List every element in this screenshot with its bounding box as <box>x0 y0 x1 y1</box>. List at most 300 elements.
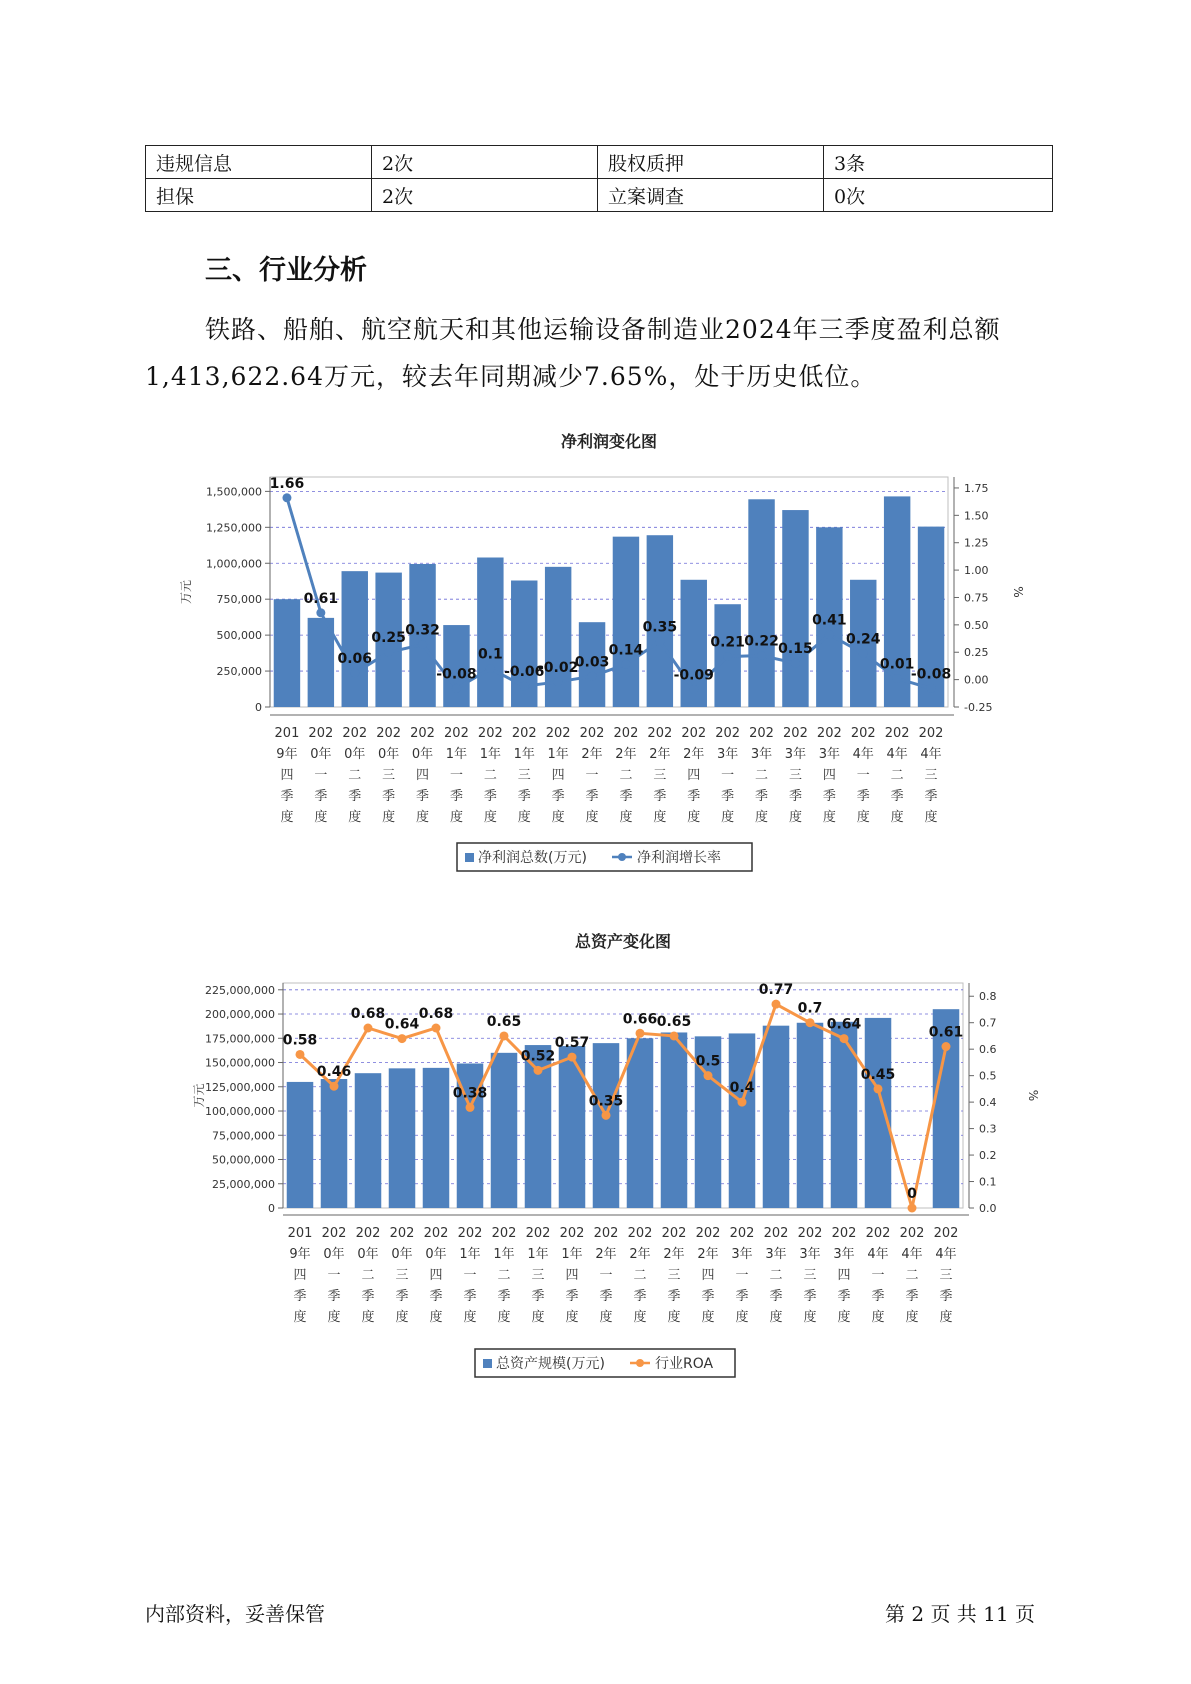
total-assets-chart <box>0 925 1191 1385</box>
line-point <box>316 608 325 617</box>
data-label: 0.68 <box>350 1006 386 1022</box>
data-label: 0.1 <box>477 646 503 663</box>
y-tick-label: 1,000,000 <box>206 557 262 571</box>
y2-tick-label: 0.5 <box>979 1069 997 1083</box>
x-tick-label: 一 <box>871 1268 885 1283</box>
x-tick-label: 季 <box>871 1289 885 1304</box>
x-tick-label: 201 <box>274 726 300 741</box>
legend-line-marker <box>636 1359 644 1367</box>
data-label: 0.68 <box>418 1006 454 1022</box>
line-point <box>398 1034 407 1043</box>
x-tick-label: 2年 <box>629 1247 651 1262</box>
data-label: 0.41 <box>812 612 847 629</box>
x-tick-label: 季 <box>653 789 667 804</box>
bar <box>661 1032 688 1208</box>
line-point <box>772 1000 781 1009</box>
y-axis-label: 万元 <box>179 579 193 605</box>
x-tick-label: 0年 <box>310 747 332 762</box>
data-label: 0.01 <box>879 656 915 673</box>
line-point <box>670 1031 679 1040</box>
line-point <box>840 1034 849 1043</box>
x-tick-label: 二 <box>348 768 362 783</box>
x-tick-label: 四 <box>822 768 836 783</box>
x-tick-label: 202 <box>491 1226 517 1241</box>
line-point <box>500 1031 509 1040</box>
line-point <box>296 1050 305 1059</box>
line-point <box>806 1018 815 1027</box>
x-tick-label: 202 <box>593 1226 619 1241</box>
bar <box>355 1073 382 1208</box>
x-tick-label: 二 <box>905 1268 919 1283</box>
y2-tick-label: 0.8 <box>979 990 997 1004</box>
x-tick-label: 202 <box>355 1226 381 1241</box>
data-label: 0.21 <box>710 634 745 651</box>
x-tick-label: 1年 <box>527 1247 549 1262</box>
x-tick-label: 季 <box>416 789 430 804</box>
line-point <box>432 1024 441 1033</box>
x-tick-label: 季 <box>382 789 396 804</box>
y-tick-label: 1,250,000 <box>206 521 262 535</box>
x-tick-label: 三 <box>382 768 396 783</box>
x-tick-label: 度 <box>890 810 904 825</box>
y2-tick-label: -0.25 <box>964 701 993 714</box>
x-tick-label: 3年 <box>731 1247 753 1262</box>
x-tick-label: 202 <box>613 726 639 741</box>
data-label: 0.38 <box>452 1085 488 1102</box>
x-tick-label: 季 <box>701 1289 715 1304</box>
x-tick-label: 季 <box>314 789 328 804</box>
y2-tick-label: 0.75 <box>964 591 989 605</box>
x-tick-label: 四 <box>837 1268 851 1283</box>
x-tick-label: 二 <box>890 768 904 783</box>
bar <box>342 571 368 707</box>
x-tick-label: 202 <box>423 1226 449 1241</box>
x-tick-label: 三 <box>531 1268 545 1283</box>
data-label: 1.66 <box>269 475 305 492</box>
x-tick-label: 202 <box>865 1226 891 1241</box>
line-point <box>554 677 563 686</box>
line-point <box>738 1098 747 1107</box>
x-tick-label: 3年 <box>818 747 840 762</box>
x-tick-label: 季 <box>687 789 701 804</box>
x-tick-label: 202 <box>457 1226 483 1241</box>
x-tick-label: 202 <box>831 1226 857 1241</box>
y2-tick-label: 1.50 <box>964 509 989 523</box>
line-point <box>942 1042 951 1051</box>
x-tick-label: 0年 <box>391 1247 413 1262</box>
bar <box>593 1043 620 1208</box>
x-tick-label: 202 <box>376 726 402 741</box>
data-label: 0.61 <box>303 590 339 607</box>
data-label: 0 <box>907 1186 917 1202</box>
data-label: -0.02 <box>537 659 579 676</box>
y-tick-label: 500,000 <box>216 629 262 643</box>
x-tick-label: 1年 <box>479 747 501 762</box>
line-point <box>330 1082 339 1091</box>
x-tick-label: 度 <box>382 810 396 825</box>
x-tick-label: 202 <box>816 726 842 741</box>
x-tick-label: 季 <box>449 789 463 804</box>
line-point <box>418 640 427 649</box>
legend-line-marker <box>618 853 626 861</box>
x-tick-label: 季 <box>395 1289 409 1304</box>
line-point <box>350 669 359 678</box>
x-tick-label: 202 <box>579 726 605 741</box>
bar <box>477 558 503 708</box>
x-tick-label: 度 <box>871 1310 885 1325</box>
x-tick-label: 一 <box>314 768 328 783</box>
x-tick-label: 季 <box>837 1289 851 1304</box>
x-tick-label: 季 <box>599 1289 613 1304</box>
line-point <box>859 649 868 658</box>
x-tick-label: 度 <box>314 810 328 825</box>
data-label: 0.14 <box>608 642 644 659</box>
x-tick-label: 202 <box>850 726 876 741</box>
x-tick-label: 4年 <box>935 1247 957 1262</box>
x-tick-label: 二 <box>769 1268 783 1283</box>
x-tick-label: 0年 <box>411 747 434 762</box>
x-tick-label: 三 <box>653 768 667 783</box>
bar <box>782 510 808 707</box>
x-tick-label: 202 <box>661 1226 687 1241</box>
x-tick-label: 202 <box>681 726 707 741</box>
x-tick-label: 2年 <box>595 1247 617 1262</box>
x-tick-label: 季 <box>293 1289 307 1304</box>
x-tick-label: 2年 <box>615 747 637 762</box>
x-tick-label: 度 <box>348 810 362 825</box>
x-tick-label: 一 <box>599 1268 613 1283</box>
data-label: 0.06 <box>337 651 373 668</box>
x-tick-label: 季 <box>280 789 294 804</box>
legend-label: 总资产规模(万元) <box>496 1356 605 1372</box>
x-tick-label: 度 <box>449 810 463 825</box>
x-tick-label: 度 <box>395 1310 409 1325</box>
body-paragraph: 铁路、船舶、航空航天和其他运输设备制造业2024年三季度盈利总额1,413,622.64万元，较去年同期减少7.65%，处于历史低位。 <box>145 315 1001 391</box>
x-tick-label: 1年 <box>459 1247 481 1262</box>
x-tick-label: 度 <box>701 1310 715 1325</box>
x-tick-label: 一 <box>735 1268 749 1283</box>
data-label: 0.64 <box>384 1016 420 1033</box>
x-tick-label: 202 <box>477 726 503 741</box>
data-label: 0.46 <box>316 1064 352 1081</box>
x-tick-label: 度 <box>667 1310 681 1325</box>
x-tick-label: 度 <box>905 1310 919 1325</box>
legend <box>475 1349 735 1377</box>
x-tick-label: 202 <box>559 1226 585 1241</box>
line-point <box>689 685 698 694</box>
x-tick-label: 一 <box>721 768 735 783</box>
x-tick-label: 度 <box>463 1310 477 1325</box>
bar <box>274 599 300 707</box>
page-number: 第 2 页 共 11 页 <box>885 1602 1035 1626</box>
x-tick-label: 202 <box>797 1226 823 1241</box>
table-cell: 2次 <box>372 146 598 179</box>
data-label: -0.08 <box>910 666 952 683</box>
x-tick-label: 3年 <box>799 1247 821 1262</box>
x-tick-label: 202 <box>444 726 469 741</box>
x-tick-label: 季 <box>463 1289 477 1304</box>
line-point <box>621 660 630 669</box>
bar <box>797 1023 824 1208</box>
bar <box>287 1082 314 1208</box>
y-tick-label: 225,000,000 <box>205 983 275 997</box>
x-tick-label: 度 <box>327 1310 341 1325</box>
x-tick-label: 四 <box>701 1268 715 1283</box>
line-point <box>636 1029 645 1038</box>
x-tick-label: 3年 <box>833 1247 855 1262</box>
chart-title: 净利润变化图 <box>560 432 658 451</box>
bar <box>763 1026 790 1208</box>
data-label: -0.09 <box>673 667 714 684</box>
x-tick-label: 202 <box>627 1226 653 1241</box>
x-tick-label: 季 <box>633 1289 647 1304</box>
x-tick-label: 度 <box>653 810 667 825</box>
x-tick-label: 度 <box>565 1310 579 1325</box>
y2-tick-label: 0.00 <box>964 673 989 687</box>
x-tick-label: 四 <box>565 1268 579 1283</box>
data-label: 0.65 <box>656 1013 692 1030</box>
bar <box>627 1038 654 1208</box>
x-tick-label: 202 <box>321 1226 347 1241</box>
legend-label: 净利润增长率 <box>637 850 721 866</box>
x-tick-label: 季 <box>565 1289 579 1304</box>
table-cell: 立案调查 <box>598 179 824 212</box>
y-tick-label: 250,000 <box>216 665 262 679</box>
x-tick-label: 2年 <box>663 1247 685 1262</box>
x-tick-label: 度 <box>856 810 870 825</box>
data-label: 0.64 <box>826 1016 862 1033</box>
x-tick-label: 季 <box>429 1289 443 1304</box>
x-tick-label: 202 <box>933 1226 959 1241</box>
x-tick-label: 季 <box>822 789 836 804</box>
y-tick-label: 0 <box>268 1202 275 1215</box>
y2-axis-label: % <box>1011 586 1025 598</box>
x-tick-label: 季 <box>327 1289 341 1304</box>
bar <box>491 1053 518 1208</box>
y-tick-label: 50,000,000 <box>212 1153 275 1167</box>
y-tick-label: 150,000,000 <box>205 1056 275 1070</box>
y2-tick-label: 0.25 <box>964 646 989 660</box>
x-tick-label: 0年 <box>425 1247 447 1262</box>
x-tick-label: 四 <box>551 768 565 783</box>
x-tick-label: 度 <box>721 810 735 825</box>
x-tick-label: 度 <box>497 1310 511 1325</box>
line-point <box>384 648 393 657</box>
line-point <box>825 630 834 639</box>
line-point <box>757 651 766 660</box>
table-row <box>146 179 1053 212</box>
x-tick-label: 度 <box>361 1310 375 1325</box>
bar <box>748 499 774 707</box>
x-tick-label: 201 <box>287 1226 313 1241</box>
y-tick-label: 75,000,000 <box>212 1129 275 1143</box>
x-tick-label: 1年 <box>493 1247 515 1262</box>
x-tick-label: 3年 <box>784 747 807 762</box>
line-point <box>791 659 800 668</box>
y2-tick-label: 0.7 <box>979 1016 997 1030</box>
x-tick-label: 二 <box>497 1268 511 1283</box>
x-tick-label: 三 <box>803 1268 817 1283</box>
legend-label: 净利润总数(万元) <box>478 850 587 866</box>
x-tick-label: 季 <box>531 1289 545 1304</box>
x-tick-label: 三 <box>395 1268 409 1283</box>
line-point <box>466 1103 475 1112</box>
line-point <box>364 1024 373 1033</box>
data-label: 0.5 <box>695 1053 721 1070</box>
x-tick-label: 度 <box>822 810 836 825</box>
line-point <box>723 652 732 661</box>
x-tick-label: 2年 <box>581 747 603 762</box>
data-label: 0.25 <box>371 630 406 647</box>
table-cell: 3条 <box>824 146 1053 179</box>
x-tick-label: 0年 <box>357 1247 379 1262</box>
chart-title: 总资产变化图 <box>574 932 672 951</box>
x-tick-label: 季 <box>788 789 802 804</box>
line-point <box>282 493 291 502</box>
table-cell: 0次 <box>824 179 1053 212</box>
y-tick-label: 0 <box>255 701 262 714</box>
x-tick-label: 季 <box>924 789 938 804</box>
y-tick-label: 200,000,000 <box>205 1008 275 1022</box>
x-tick-label: 度 <box>416 810 430 825</box>
x-tick-label: 202 <box>389 1226 415 1241</box>
x-tick-label: 度 <box>803 1310 817 1325</box>
line-point <box>874 1084 883 1093</box>
x-tick-label: 202 <box>308 726 334 741</box>
x-tick-label: 一 <box>585 768 599 783</box>
y2-tick-label: 0.1 <box>979 1175 997 1189</box>
x-tick-label: 四 <box>293 1268 307 1283</box>
bar <box>613 537 639 707</box>
x-tick-label: 季 <box>483 789 497 804</box>
x-tick-label: 三 <box>939 1268 953 1283</box>
x-tick-label: 度 <box>619 810 633 825</box>
y-tick-label: 175,000,000 <box>205 1032 275 1046</box>
x-tick-label: 4年 <box>920 747 942 762</box>
y-tick-label: 100,000,000 <box>205 1105 275 1119</box>
x-tick-label: 202 <box>545 726 571 741</box>
data-label: 0.61 <box>928 1024 964 1041</box>
bar <box>321 1079 348 1208</box>
x-tick-label: 度 <box>280 810 294 825</box>
info-table <box>145 145 1053 212</box>
x-tick-label: 3年 <box>765 1247 787 1262</box>
x-tick-label: 一 <box>856 768 870 783</box>
line-point <box>908 1204 917 1213</box>
y2-tick-label: 0.3 <box>979 1122 997 1136</box>
x-tick-label: 度 <box>517 810 531 825</box>
x-tick-label: 4年 <box>867 1247 889 1262</box>
x-tick-label: 9年 <box>276 747 298 762</box>
line-point <box>927 684 936 693</box>
line-point <box>568 1053 577 1062</box>
data-label: 0.66 <box>622 1011 658 1028</box>
x-tick-label: 季 <box>939 1289 953 1304</box>
table-row <box>146 146 1053 179</box>
data-label: 0.52 <box>520 1048 556 1065</box>
x-tick-label: 3年 <box>717 747 739 762</box>
x-tick-label: 4年 <box>852 747 874 762</box>
x-tick-label: 二 <box>755 768 769 783</box>
x-tick-label: 季 <box>803 1289 817 1304</box>
x-tick-label: 2年 <box>649 747 671 762</box>
x-tick-label: 度 <box>924 810 938 825</box>
x-tick-label: 202 <box>899 1226 925 1241</box>
data-label: 0.35 <box>588 1093 624 1110</box>
x-tick-label: 2年 <box>697 1247 719 1262</box>
net-profit-chart <box>0 425 1191 880</box>
x-tick-label: 4年 <box>901 1247 923 1262</box>
x-tick-label: 度 <box>788 810 802 825</box>
x-tick-label: 季 <box>769 1289 783 1304</box>
data-label: 0.4 <box>729 1080 755 1097</box>
x-tick-label: 202 <box>342 726 368 741</box>
x-tick-label: 202 <box>763 1226 789 1241</box>
y2-tick-label: 0.6 <box>979 1043 997 1057</box>
data-label: 0.58 <box>282 1032 318 1049</box>
data-label: 0.24 <box>845 631 881 648</box>
data-label: 0.65 <box>486 1013 522 1030</box>
x-tick-label: 度 <box>837 1310 851 1325</box>
x-tick-label: 度 <box>429 1310 443 1325</box>
x-tick-label: 季 <box>755 789 769 804</box>
x-tick-label: 一 <box>463 1268 477 1283</box>
data-label: 0.35 <box>642 619 678 636</box>
x-tick-label: 202 <box>647 726 673 741</box>
line-point <box>534 1066 543 1075</box>
line-point <box>704 1071 713 1080</box>
x-tick-label: 季 <box>585 789 599 804</box>
y-axis-label: 万元 <box>192 1083 206 1108</box>
x-tick-label: 202 <box>715 726 741 741</box>
x-tick-label: 季 <box>856 789 870 804</box>
y2-tick-label: 1.00 <box>964 564 989 578</box>
line-point <box>486 664 495 673</box>
x-tick-label: 202 <box>749 726 774 741</box>
table-cell: 违规信息 <box>146 146 372 179</box>
x-tick-label: 4年 <box>886 747 908 762</box>
data-label: -0.06 <box>504 664 545 681</box>
data-label: 0.22 <box>744 633 779 650</box>
x-tick-label: 度 <box>735 1310 749 1325</box>
line-point <box>452 684 461 693</box>
x-tick-label: 0年 <box>378 747 400 762</box>
x-tick-label: 三 <box>517 768 531 783</box>
x-tick-label: 二 <box>633 1268 647 1283</box>
bar <box>423 1068 450 1208</box>
y2-tick-label: 0.0 <box>979 1202 997 1215</box>
x-tick-label: 度 <box>687 810 701 825</box>
x-tick-label: 度 <box>531 1310 545 1325</box>
y2-tick-label: 1.75 <box>964 481 989 495</box>
data-label: 0.03 <box>574 654 610 671</box>
data-label: 0.15 <box>778 641 813 658</box>
line-point <box>602 1111 611 1120</box>
legend-label: 行业ROA <box>655 1356 714 1372</box>
x-tick-label: 季 <box>721 789 735 804</box>
x-tick-label: 2年 <box>683 747 705 762</box>
x-tick-label: 季 <box>667 1289 681 1304</box>
section-title: 三、行业分析 <box>205 255 367 286</box>
data-label: 0.45 <box>860 1066 896 1083</box>
x-tick-label: 0年 <box>344 747 366 762</box>
x-tick-label: 季 <box>619 789 633 804</box>
x-tick-label: 202 <box>729 1226 755 1241</box>
x-tick-label: 季 <box>905 1289 919 1304</box>
y2-tick-label: 0.2 <box>979 1149 997 1163</box>
line-point <box>893 674 902 683</box>
y-tick-label: 25,000,000 <box>212 1177 275 1191</box>
